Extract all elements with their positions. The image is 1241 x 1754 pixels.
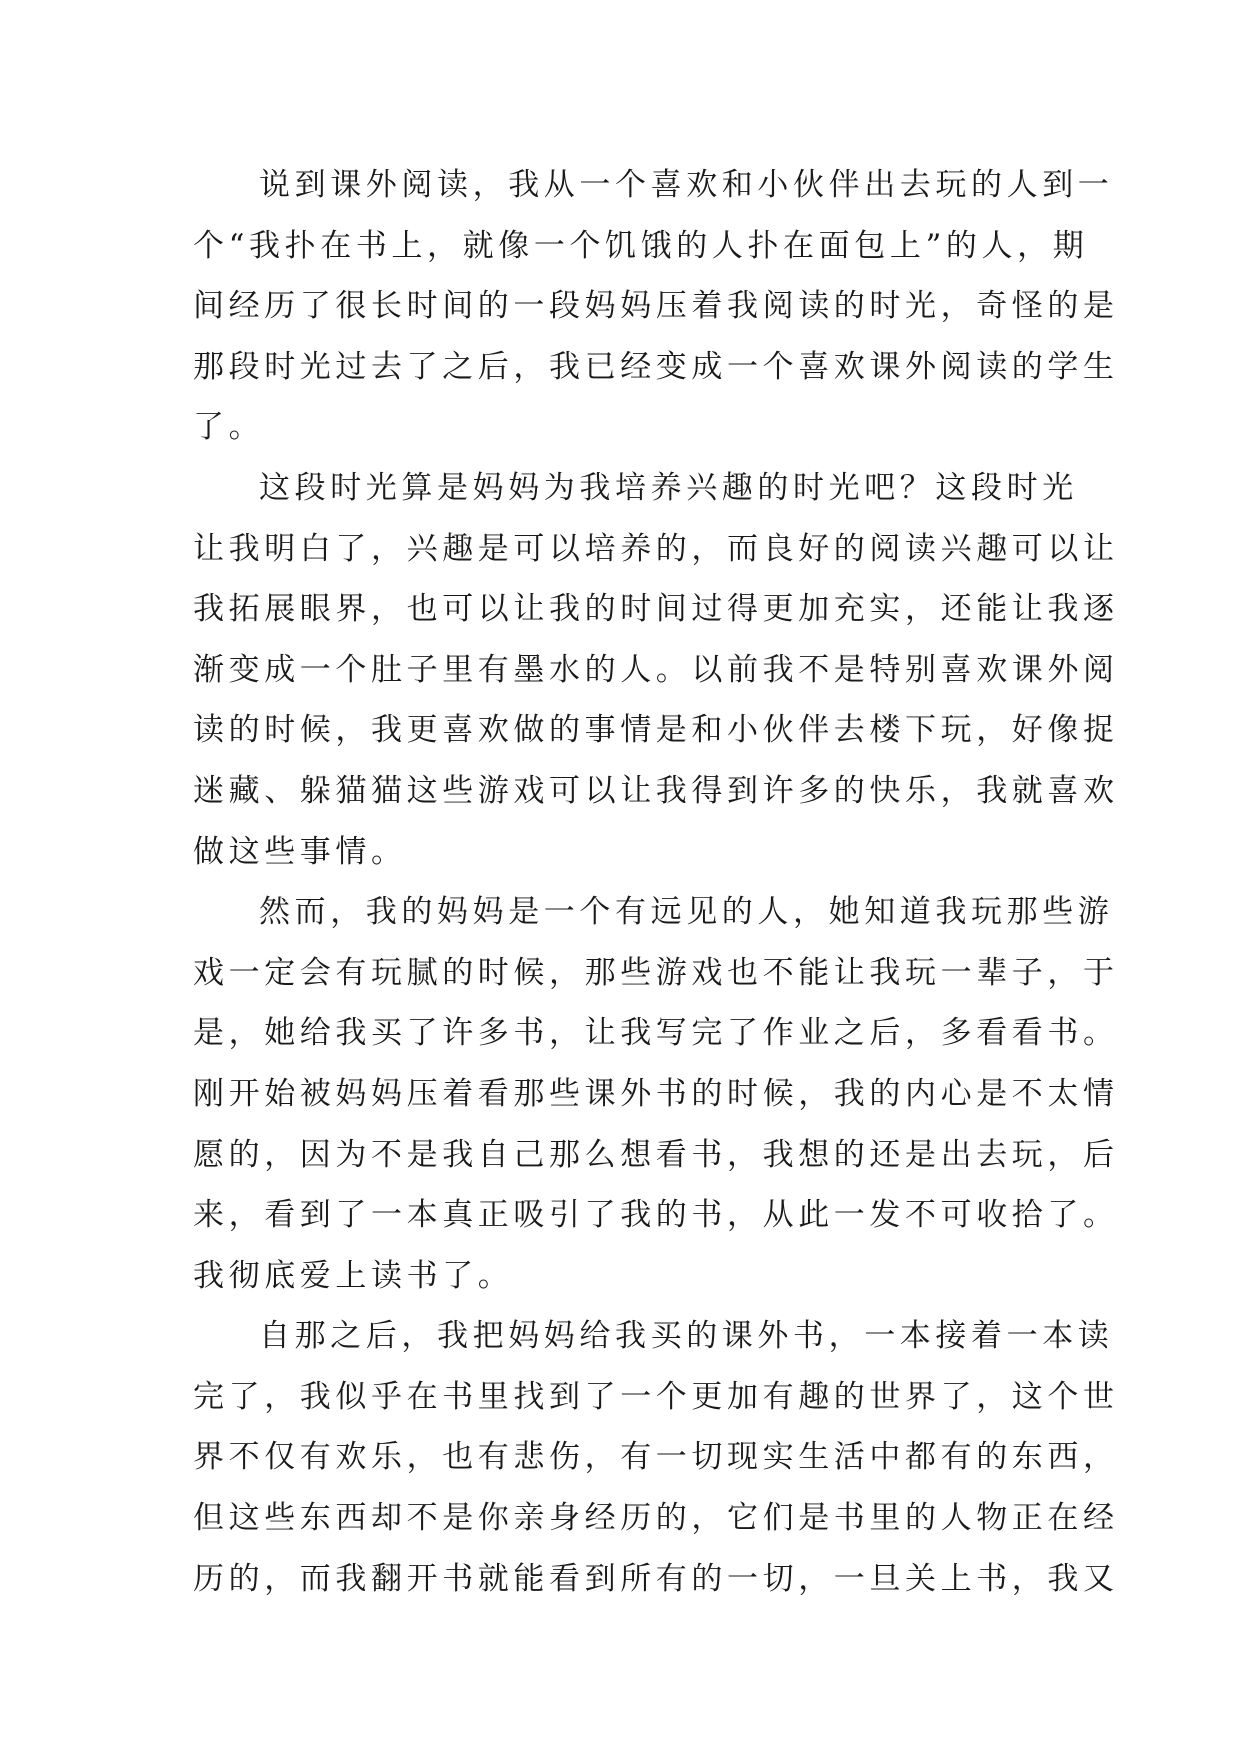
text-line: 读的时候，我更喜欢做的事情是和小伙伴去楼下玩，好像捉 bbox=[193, 712, 1119, 749]
text-line: 完了，我似乎在书里找到了一个更加有趣的世界了，这个世 bbox=[193, 1378, 1119, 1415]
text-line: 我拓展眼界，也可以让我的时间过得更加充实，还能让我逐 bbox=[193, 591, 1119, 628]
paragraph-4 bbox=[193, 1306, 1119, 1609]
text-line: 做这些事情。 bbox=[193, 833, 407, 870]
text-line: 界不仅有欢乐，也有悲伤，有一切现实生活中都有的东西， bbox=[193, 1439, 1119, 1476]
document-body bbox=[193, 155, 1119, 1609]
text-line: 这段时光算是妈妈为我培养兴趣的时光吧？这段时光 bbox=[259, 469, 1078, 506]
text-line: 历的，而我翻开书就能看到所有的一切，一旦关上书，我又 bbox=[193, 1560, 1119, 1597]
text-line: 自那之后，我把妈妈给我买的课外书，一本接着一本读 bbox=[259, 1318, 1114, 1355]
text-line: 了。 bbox=[193, 409, 265, 446]
text-line: 但这些东西却不是你亲身经历的，它们是书里的人物正在经 bbox=[193, 1500, 1119, 1537]
text-line: 我彻底爱上读书了。 bbox=[193, 1257, 514, 1294]
text-line: 戏一定会有玩腻的时候，那些游戏也不能让我玩一辈子，于 bbox=[193, 954, 1119, 991]
paragraph-3 bbox=[193, 882, 1119, 1306]
text-line: 迷藏、躲猫猫这些游戏可以让我得到许多的快乐，我就喜欢 bbox=[193, 772, 1119, 809]
text-line: 愿的，因为不是我自己那么想看书，我想的还是出去玩，后 bbox=[193, 1136, 1119, 1173]
text-line: 来，看到了一本真正吸引了我的书，从此一发不可收拾了。 bbox=[193, 1197, 1119, 1234]
paragraph-1 bbox=[193, 155, 1119, 458]
text-line: 间经历了很长时间的一段妈妈压着我阅读的时光，奇怪的是 bbox=[193, 288, 1119, 325]
text-line: 是，她给我买了许多书，让我写完了作业之后，多看看书。 bbox=[193, 1015, 1119, 1052]
text-line: 刚开始被妈妈压着看那些课外书的时候，我的内心是不太情 bbox=[193, 1075, 1119, 1112]
text-line: 个“我扑在书上，就像一个饥饿的人扑在面包上”的人，期 bbox=[193, 227, 1089, 264]
text-line: 让我明白了，兴趣是可以培养的，而良好的阅读兴趣可以让 bbox=[193, 530, 1119, 567]
text-line: 然而，我的妈妈是一个有远见的人，她知道我玩那些游 bbox=[259, 894, 1114, 931]
text-line: 说到课外阅读，我从一个喜欢和小伙伴出去玩的人到一 bbox=[259, 167, 1114, 203]
text-line: 那段时光过去了之后，我已经变成一个喜欢课外阅读的学生 bbox=[193, 348, 1119, 385]
paragraph-2 bbox=[193, 458, 1119, 882]
text-line: 渐变成一个肚子里有墨水的人。以前我不是特别喜欢课外阅 bbox=[193, 651, 1119, 688]
